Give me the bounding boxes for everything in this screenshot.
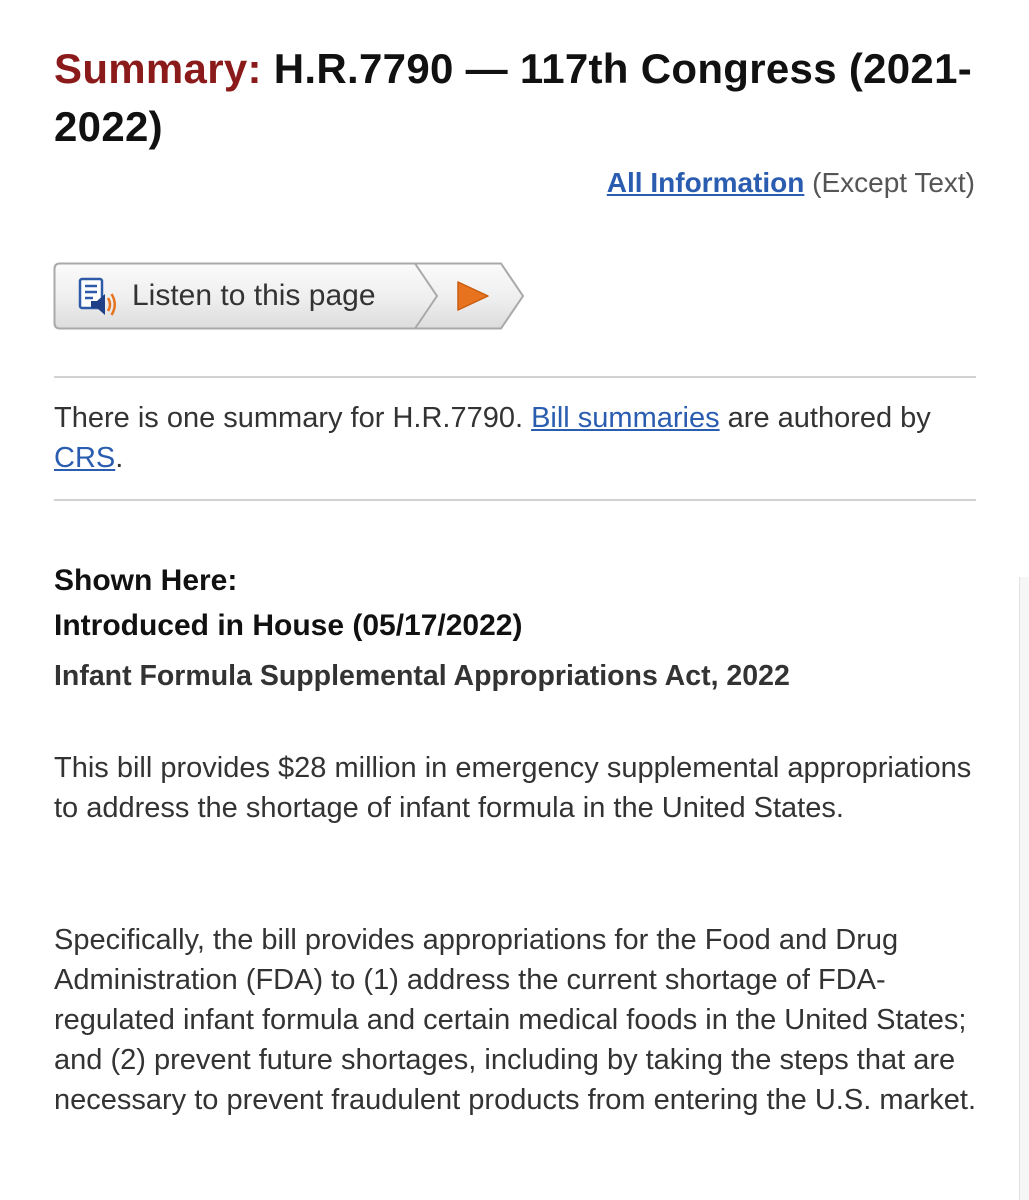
- bill-title: H.R.7790 — 117th Congress (2021-2022): [54, 45, 973, 150]
- bill-version: Introduced in House (05/17/2022): [54, 609, 523, 642]
- scrollbar[interactable]: [1019, 577, 1029, 1200]
- listen-to-page-widget[interactable]: [53, 262, 525, 330]
- intro-text-start: There is one summary for H.R.7790.: [54, 402, 532, 434]
- play-icon[interactable]: [455, 280, 491, 312]
- divider: [54, 499, 976, 501]
- bill-summaries-link[interactable]: Bill summaries: [531, 402, 720, 434]
- summary-count-text: [54, 398, 979, 478]
- shown-here-heading: [54, 558, 979, 648]
- all-information-suffix: (Except Text): [812, 167, 975, 198]
- summary-paragraph: This bill provides $28 million in emergency supplemental appropriations to address the shortage of infant formula in the United States.: [54, 752, 972, 824]
- summary-paragraph: Specifically, the bill provides appropriations for the Food and Drug Administration (FDA) to (1) address the current shortage of FDA-regulated infant formula and certain medical foods in the United States; and (2) prevent future shortages, including by taking the steps that are necessary to prevent fraudulent products from entering the U.S. market.: [54, 924, 977, 1116]
- all-information-link[interactable]: All Information: [606, 167, 805, 198]
- document-speaker-icon: [77, 277, 119, 317]
- intro-text-end: .: [115, 442, 124, 474]
- act-title: Infant Formula Supplemental Appropriations Act, 2022: [54, 660, 790, 692]
- shown-here-label: Shown Here:: [54, 564, 238, 597]
- summary-label: Summary:: [54, 45, 262, 92]
- intro-text-middle: are authored by: [719, 402, 931, 434]
- all-information-row: [607, 166, 975, 200]
- crs-link[interactable]: CRS: [54, 442, 116, 474]
- divider: [54, 376, 976, 378]
- listen-label: Listen to this page: [132, 279, 376, 312]
- page-title: [54, 40, 984, 156]
